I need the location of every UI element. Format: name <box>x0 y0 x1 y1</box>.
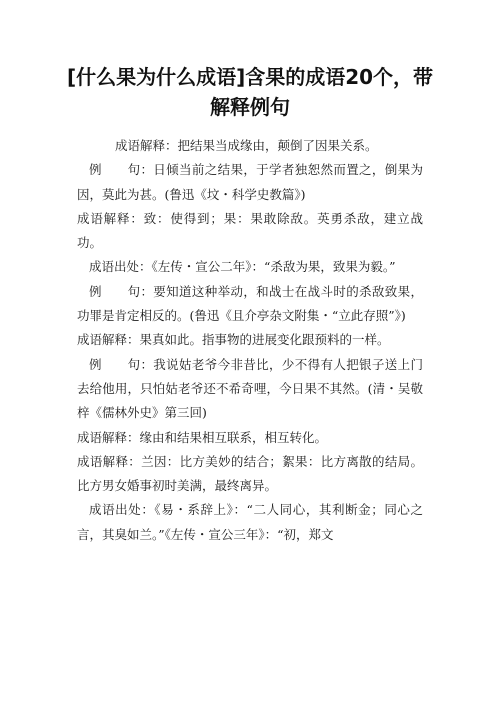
document-body <box>77 134 423 547</box>
paragraph-example-3: 例 句：我说姑老爷今非昔比，少不得有人把银子送上门去给他用，只怕姑老爷还不希奇哩，今日果不其然。(清・吴敬梓《儒林外史》第三回) <box>77 356 423 421</box>
paragraph-explanation-2: 成语解释：致：使得到；果：果敢除敌。英勇杀敌，建立战功。 <box>77 210 423 251</box>
paragraph-explanation-1: 成语解释：把结果当成缘由，颠倒了因果关系。 <box>115 138 378 153</box>
paragraph-source-2: 成语出处：《易・系辞上》：“二人同心，其利断金；同心之言，其臭如兰。”《左传・宣公三年》：“初，郑文 <box>77 502 423 542</box>
paragraph-explanation-5: 成语解释：兰因：比方美妙的结合；絮果：比方离散的结局。比方男女婚事初时美满，最终离异。 <box>77 453 423 494</box>
paragraph-source-1: 成语出处：《左传・宣公二年》：“杀敌为果，致果为毅。” <box>89 259 396 275</box>
paragraph-explanation-4: 成语解释：缘由和结果相互联系，相互转化。 <box>77 429 328 445</box>
paragraph-explanation-3: 成语解释：果真如此。指事物的进展变化跟预料的一样。 <box>77 332 390 348</box>
page-title: [什么果为什么成语]含果的成语20个，带解释例句 <box>66 65 434 119</box>
paragraph-example-2: 例 句：要知道这种举动，和战士在战斗时的杀敌致果，功罪是肯定相反的。(鲁迅《且介亭杂文附集・“立此存照”》) <box>77 283 423 324</box>
paragraph-example-1: 例 句：日倾当前之结果，于学者独恕然而置之，倒果为因，莫此为甚。(鲁迅《坟・科学史教篇》) <box>77 162 423 202</box>
